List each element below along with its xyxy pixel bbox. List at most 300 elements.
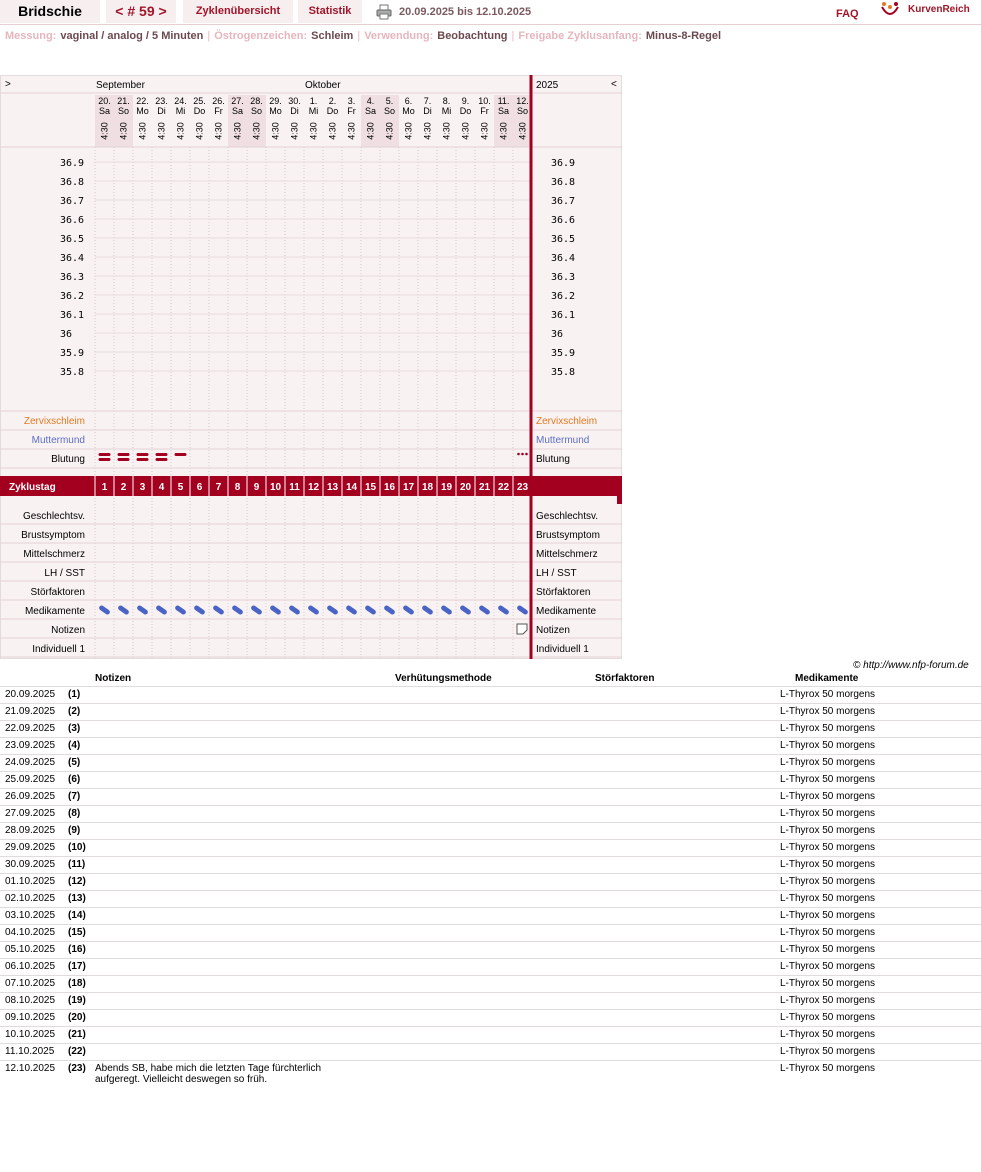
- medication-pill-icon: [136, 605, 149, 616]
- day-date-label: 26.: [212, 96, 225, 106]
- row-medication: L-Thyrox 50 morgens: [780, 876, 876, 887]
- row-label-cervical-mucus: Zervixschleim: [23, 416, 85, 427]
- bleeding-heavy-mark: [156, 458, 168, 461]
- day-weekday-label: So: [383, 106, 396, 116]
- cycle-day-number: 20: [459, 482, 472, 493]
- temperature-axis-label-right: 36.5: [551, 234, 576, 245]
- table-row: [0, 686, 981, 703]
- bleeding-heavy-mark: [156, 453, 168, 456]
- day-weekday-label: Mi: [308, 106, 319, 116]
- table-row: [0, 1009, 981, 1026]
- temperature-axis-label-right: 36.9: [551, 158, 576, 169]
- row-cycle-day: (23): [68, 1063, 86, 1074]
- user-name-tab[interactable]: Bridschie: [0, 0, 100, 23]
- medication-pill-icon: [174, 605, 187, 616]
- row-label-lower: Notizen: [51, 625, 85, 636]
- temperature-axis-label-right: 36.6: [551, 215, 576, 226]
- medication-pill-icon: [288, 605, 301, 616]
- day-weekday-label: Di: [290, 106, 299, 116]
- row-cycle-day: (16): [68, 944, 86, 955]
- row-medication: L-Thyrox 50 morgens: [780, 995, 876, 1006]
- row-date: 01.10.2025: [5, 876, 56, 887]
- table-row: [0, 941, 981, 958]
- notes-table: [0, 673, 981, 1089]
- table-row: [0, 1060, 981, 1089]
- row-label-lower-right: Mittelschmerz: [536, 549, 598, 560]
- bleeding-heavy-mark: [137, 458, 149, 461]
- cycle-switcher[interactable]: < # 59 >: [106, 0, 176, 23]
- row-label-lower: Brustsymptom: [21, 530, 85, 541]
- medication-pill-icon: [383, 605, 396, 616]
- row-label-bleeding: Blutung: [51, 454, 85, 465]
- table-row: [0, 754, 981, 771]
- cycle-day-number: 21: [478, 482, 491, 493]
- cycle-day-number: 22: [497, 482, 510, 493]
- row-cycle-day: (19): [68, 995, 86, 1006]
- row-medication: L-Thyrox 50 morgens: [780, 1012, 876, 1023]
- measurement-time-label: 4:30: [251, 122, 262, 140]
- day-weekday-label: Mi: [175, 106, 186, 116]
- day-date-label: 9.: [461, 96, 470, 106]
- measurement-time-label: 4:30: [327, 122, 338, 140]
- row-cycle-day: (22): [68, 1046, 86, 1057]
- row-note: Abends SB, habe mich die letzten Tage fürchterlich aufgeregt. Vielleicht deswegen so früh.: [95, 1063, 322, 1085]
- scroll-left-button: >: [5, 79, 11, 90]
- measurement-time-label: 4:30: [99, 122, 110, 140]
- row-medication: L-Thyrox 50 morgens: [780, 842, 876, 853]
- day-weekday-label: Do: [326, 106, 339, 116]
- measurement-time-label: 4:30: [308, 122, 319, 140]
- info-separator: |: [207, 30, 211, 42]
- cycle-day-number: 19: [440, 482, 453, 493]
- bleeding-heavy-mark: [99, 458, 111, 461]
- row-label-bleeding-right: Blutung: [536, 454, 570, 465]
- row-cycle-day: (15): [68, 927, 86, 938]
- info-value-usage: Beobachtung: [437, 30, 508, 42]
- measurement-time-label: 4:30: [479, 122, 490, 140]
- medication-pill-icon: [402, 605, 415, 616]
- brand-name[interactable]: KurvenReich: [908, 4, 970, 15]
- table-row: [0, 924, 981, 941]
- table-row: [0, 1026, 981, 1043]
- cycle-day-number: 12: [307, 482, 320, 493]
- table-row: [0, 703, 981, 720]
- row-date: 29.09.2025: [5, 842, 56, 853]
- statistics-link[interactable]: Statistik: [298, 0, 362, 23]
- row-label-cycle-day: Zyklustag: [9, 482, 56, 493]
- row-date: 26.09.2025: [5, 791, 56, 802]
- measurement-time-label: 4:30: [194, 122, 205, 140]
- measurement-time-label: 4:30: [137, 122, 148, 140]
- day-date-label: 8.: [442, 96, 451, 106]
- bleeding-medium-mark: [175, 453, 187, 456]
- copyright-notice: © http://www.nfp-forum.de: [853, 660, 969, 671]
- row-date: 12.10.2025: [5, 1063, 56, 1074]
- measurement-time-label: 4:30: [270, 122, 281, 140]
- row-label-lower: Mittelschmerz: [23, 549, 85, 560]
- cycle-day-number: 7: [215, 482, 222, 493]
- measurement-time-label: 4:30: [403, 122, 414, 140]
- day-weekday-label: Sa: [98, 106, 111, 116]
- row-label-lower: Individuell 1: [32, 644, 85, 655]
- row-medication: L-Thyrox 50 morgens: [780, 859, 876, 870]
- day-weekday-label: Do: [459, 106, 472, 116]
- cycle-day-band-tail: [617, 496, 622, 504]
- row-medication: L-Thyrox 50 morgens: [780, 825, 876, 836]
- day-date-label: 12.: [516, 96, 529, 106]
- day-weekday-label: Mi: [441, 106, 452, 116]
- row-date: 06.10.2025: [5, 961, 56, 972]
- temperature-axis-label-left: 36.4: [60, 253, 85, 264]
- table-row: [0, 788, 981, 805]
- row-medication: L-Thyrox 50 morgens: [780, 944, 876, 955]
- info-label-estrogen: Östrogenzeichen:: [214, 30, 308, 42]
- row-cycle-day: (14): [68, 910, 86, 921]
- measurement-time-label: 4:30: [232, 122, 243, 140]
- medication-pill-icon: [231, 605, 244, 616]
- kurvenreich-logo-icon[interactable]: [880, 1, 900, 19]
- row-date: 08.10.2025: [5, 995, 56, 1006]
- row-date: 03.10.2025: [5, 910, 56, 921]
- table-row: [0, 771, 981, 788]
- day-weekday-label: Sa: [497, 106, 510, 116]
- row-medication: L-Thyrox 50 morgens: [780, 978, 876, 989]
- row-medication: L-Thyrox 50 morgens: [780, 757, 876, 768]
- bleeding-heavy-mark: [118, 458, 130, 461]
- temperature-axis-label-right: 36: [551, 329, 564, 340]
- row-label-cervix: Muttermund: [31, 435, 85, 446]
- row-medication: L-Thyrox 50 morgens: [780, 689, 876, 700]
- temperature-axis-label-right: 36.7: [551, 196, 576, 207]
- row-medication: L-Thyrox 50 morgens: [780, 927, 876, 938]
- day-date-label: 2.: [328, 96, 337, 106]
- temperature-axis-label-left: 36.2: [60, 291, 85, 302]
- header-medication: Medikamente: [795, 673, 859, 684]
- measurement-time-label: 4:30: [213, 122, 224, 140]
- cycle-day-number: 5: [177, 482, 184, 493]
- day-weekday-label: Fr: [214, 106, 223, 116]
- measurement-time-label: 4:30: [460, 122, 471, 140]
- cycle-date-range: 20.09.2025 bis 12.10.2025: [399, 6, 532, 18]
- measurement-time-label: 4:30: [156, 122, 167, 140]
- medication-pill-icon: [155, 605, 168, 616]
- cycle-day-number: 9: [253, 482, 260, 493]
- temperature-axis-label-left: 35.8: [60, 367, 85, 378]
- cycle-day-number: 1: [101, 482, 108, 493]
- row-medication: L-Thyrox 50 morgens: [780, 1063, 876, 1074]
- day-date-label: 21.: [117, 96, 130, 106]
- row-medication: L-Thyrox 50 morgens: [780, 706, 876, 717]
- temperature-axis-label-left: 36.1: [60, 310, 85, 321]
- medication-pill-icon: [459, 605, 472, 616]
- medication-pill-icon: [478, 605, 491, 616]
- row-cycle-day: (8): [68, 808, 81, 819]
- day-date-label: 29.: [269, 96, 282, 106]
- temperature-axis-label-left: 35.9: [60, 348, 85, 359]
- faq-link[interactable]: FAQ: [836, 8, 859, 20]
- bleeding-spotting-mark: [521, 453, 524, 456]
- day-weekday-label: Mo: [269, 106, 282, 116]
- day-date-label: 5.: [385, 96, 394, 106]
- row-medication: L-Thyrox 50 morgens: [780, 893, 876, 904]
- row-cycle-day: (20): [68, 1012, 86, 1023]
- row-date: 27.09.2025: [5, 808, 56, 819]
- row-label-lower: LH / SST: [44, 568, 85, 579]
- day-date-label: 6.: [404, 96, 413, 106]
- row-cycle-day: (3): [68, 723, 81, 734]
- row-cycle-day: (7): [68, 791, 81, 802]
- row-date: 30.09.2025: [5, 859, 56, 870]
- temperature-axis-label-left: 36.7: [60, 196, 85, 207]
- day-date-label: 28.: [250, 96, 263, 106]
- temperature-axis-label-left: 36.9: [60, 158, 85, 169]
- row-medication: L-Thyrox 50 morgens: [780, 791, 876, 802]
- day-date-label: 22.: [136, 96, 149, 106]
- header-method: Verhütungsmethode: [395, 673, 492, 684]
- table-row: [0, 992, 981, 1009]
- row-medication: L-Thyrox 50 morgens: [780, 723, 876, 734]
- bleeding-heavy-mark: [99, 453, 111, 456]
- day-date-label: 11.: [497, 96, 510, 106]
- temperature-axis-label-right: 36.1: [551, 310, 576, 321]
- row-cycle-day: (17): [68, 961, 86, 972]
- temperature-axis-label-right: 36.8: [551, 177, 576, 188]
- header-notes: Notizen: [95, 673, 132, 684]
- row-date: 02.10.2025: [5, 893, 56, 904]
- row-cycle-day: (11): [68, 859, 86, 870]
- cycle-day-number: 3: [139, 482, 146, 493]
- measurement-info: [5, 30, 721, 42]
- medication-pill-icon: [269, 605, 282, 616]
- month-label: Oktober: [305, 80, 341, 91]
- bleeding-spotting-mark: [517, 453, 520, 456]
- row-medication: L-Thyrox 50 morgens: [780, 910, 876, 921]
- table-row: [0, 1043, 981, 1060]
- row-label-lower-right: Individuell 1: [536, 644, 589, 655]
- row-cycle-day: (10): [68, 842, 86, 853]
- row-cycle-day: (2): [68, 706, 81, 717]
- day-date-label: 10.: [478, 96, 491, 106]
- bleeding-heavy-mark: [118, 453, 130, 456]
- medication-pill-icon: [516, 605, 529, 616]
- table-row: [0, 839, 981, 856]
- cycle-day-number: 2: [120, 482, 127, 493]
- measurement-time-label: 4:30: [384, 122, 395, 140]
- cycle-day-number: 10: [269, 482, 282, 493]
- scroll-right-button: <: [611, 79, 617, 90]
- temperature-axis-label-left: 36: [60, 329, 73, 340]
- row-cycle-day: (4): [68, 740, 81, 751]
- table-row: [0, 975, 981, 992]
- cycle-day-number: 17: [402, 482, 415, 493]
- row-cycle-day: (5): [68, 757, 81, 768]
- day-weekday-label: Mo: [136, 106, 149, 116]
- row-date: 11.10.2025: [5, 1046, 55, 1057]
- row-label-lower-right: Notizen: [536, 625, 570, 636]
- month-label: September: [96, 80, 145, 91]
- day-weekday-label: Di: [423, 106, 432, 116]
- measurement-time-label: 4:30: [289, 122, 300, 140]
- medication-pill-icon: [345, 605, 358, 616]
- temperature-axis-label-right: 36.3: [551, 272, 576, 283]
- notes-table-header: [0, 673, 981, 686]
- day-date-label: 25.: [193, 96, 206, 106]
- medication-pill-icon: [307, 605, 320, 616]
- row-date: 25.09.2025: [5, 774, 56, 785]
- cycle-day-number: 4: [158, 482, 165, 493]
- cycle-day-number: 23: [516, 482, 529, 493]
- row-date: 23.09.2025: [5, 740, 56, 751]
- medication-pill-icon: [250, 605, 263, 616]
- row-cycle-day: (9): [68, 825, 81, 836]
- row-label-lower-right: Brustsymptom: [536, 530, 600, 541]
- row-label-cervical-mucus-right: Zervixschleim: [536, 416, 598, 427]
- info-value-estrogen: Schleim: [311, 30, 354, 42]
- info-label-measurement: Messung:: [5, 30, 57, 42]
- row-label-lower-right: Geschlechtsv.: [536, 511, 599, 522]
- table-row: [0, 907, 981, 924]
- measurement-time-label: 4:30: [175, 122, 186, 140]
- cycle-overview-link[interactable]: Zyklenübersicht: [183, 0, 293, 23]
- temperature-axis-label-right: 36.2: [551, 291, 576, 302]
- measurement-time-label: 4:30: [422, 122, 433, 140]
- table-row: [0, 958, 981, 975]
- cycle-day-number: 18: [421, 482, 434, 493]
- table-row: [0, 822, 981, 839]
- day-weekday-label: Mo: [402, 106, 415, 116]
- bleeding-heavy-mark: [137, 453, 149, 456]
- medication-pill-icon: [421, 605, 434, 616]
- temperature-axis-label-right: 35.8: [551, 367, 576, 378]
- row-date: 22.09.2025: [5, 723, 56, 734]
- temperature-axis-label-left: 36.6: [60, 215, 85, 226]
- info-label-cycle-start: Freigabe Zyklusanfang:: [518, 30, 642, 42]
- medication-pill-icon: [440, 605, 453, 616]
- day-date-label: 20.: [98, 96, 111, 106]
- row-medication: L-Thyrox 50 morgens: [780, 740, 876, 751]
- day-weekday-label: Fr: [347, 106, 356, 116]
- measurement-time-label: 4:30: [441, 122, 452, 140]
- row-date: 20.09.2025: [5, 689, 56, 700]
- day-weekday-label: Fr: [480, 106, 489, 116]
- day-weekday-label: Do: [193, 106, 206, 116]
- measurement-time-label: 4:30: [498, 122, 509, 140]
- row-label-cervix-right: Muttermund: [536, 435, 590, 446]
- printer-icon[interactable]: [376, 4, 392, 20]
- row-cycle-day: (12): [68, 876, 86, 887]
- medication-pill-icon: [212, 605, 225, 616]
- info-value-cycle-start: Minus-8-Regel: [645, 30, 722, 42]
- chart-year-label: 2025: [536, 80, 559, 91]
- row-label-lower-right: Störfaktoren: [536, 587, 591, 598]
- cycle-day-number: 8: [234, 482, 241, 493]
- row-date: 07.10.2025: [5, 978, 56, 989]
- cycle-day-number: 16: [383, 482, 396, 493]
- temperature-axis-label-right: 36.4: [551, 253, 576, 264]
- row-medication: L-Thyrox 50 morgens: [780, 1046, 876, 1057]
- medication-pill-icon: [193, 605, 206, 616]
- row-date: 21.09.2025: [5, 706, 56, 717]
- day-date-label: 24.: [174, 96, 187, 106]
- day-date-label: 7.: [423, 96, 432, 106]
- day-weekday-label: So: [250, 106, 263, 116]
- measurement-time-label: 4:30: [365, 122, 376, 140]
- temperature-axis-label-left: 36.8: [60, 177, 85, 188]
- table-row: [0, 873, 981, 890]
- row-label-lower: Medikamente: [24, 606, 85, 617]
- header-disturbances: Störfaktoren: [595, 673, 655, 684]
- cycle-day-number: 13: [326, 482, 339, 493]
- bleeding-spotting-mark: [525, 453, 528, 456]
- table-row: [0, 737, 981, 754]
- row-date: 10.10.2025: [5, 1029, 56, 1040]
- note-icon: [517, 624, 527, 634]
- day-date-label: 30.: [288, 96, 301, 106]
- row-date: 04.10.2025: [5, 927, 56, 938]
- row-medication: L-Thyrox 50 morgens: [780, 774, 876, 785]
- cycle-day-number: 15: [364, 482, 377, 493]
- day-weekday-label: So: [516, 106, 529, 116]
- info-separator: |: [357, 30, 361, 42]
- row-cycle-day: (13): [68, 893, 86, 904]
- cycle-day-number: 6: [196, 482, 203, 493]
- medication-pill-icon: [364, 605, 377, 616]
- temperature-axis-label-left: 36.3: [60, 272, 85, 283]
- day-date-label: 23.: [155, 96, 168, 106]
- row-medication: L-Thyrox 50 morgens: [780, 1029, 876, 1040]
- row-medication: L-Thyrox 50 morgens: [780, 808, 876, 819]
- row-label-lower-right: Medikamente: [536, 606, 597, 617]
- top-navigation: [0, 0, 981, 25]
- info-label-usage: Verwendung:: [364, 30, 434, 42]
- day-date-label: 3.: [347, 96, 356, 106]
- row-date: 09.10.2025: [5, 1012, 56, 1023]
- row-date: 05.10.2025: [5, 944, 56, 955]
- row-cycle-day: (18): [68, 978, 86, 989]
- row-medication: L-Thyrox 50 morgens: [780, 961, 876, 972]
- day-weekday-label: Di: [157, 106, 166, 116]
- row-label-lower: Geschlechtsv.: [22, 511, 85, 522]
- day-date-label: 4.: [366, 96, 375, 106]
- measurement-time-label: 4:30: [346, 122, 357, 140]
- cycle-day-number: 11: [289, 482, 300, 493]
- temperature-axis-label-right: 35.9: [551, 348, 576, 359]
- day-weekday-label: Sa: [364, 106, 377, 116]
- cycle-chart: [0, 75, 622, 659]
- row-cycle-day: (6): [68, 774, 81, 785]
- table-row: [0, 890, 981, 907]
- row-date: 28.09.2025: [5, 825, 56, 836]
- cycle-day-number: 14: [345, 482, 358, 493]
- medication-pill-icon: [497, 605, 510, 616]
- day-weekday-label: Sa: [231, 106, 244, 116]
- medication-pill-icon: [326, 605, 339, 616]
- row-cycle-day: (1): [68, 689, 81, 700]
- table-row: [0, 720, 981, 737]
- info-value-measurement: vaginal / analog / 5 Minuten: [60, 30, 204, 42]
- day-weekday-label: So: [117, 106, 130, 116]
- row-date: 24.09.2025: [5, 757, 56, 768]
- row-label-lower: Störfaktoren: [30, 587, 85, 598]
- measurement-time-label: 4:30: [517, 122, 528, 140]
- row-label-lower-right: LH / SST: [536, 568, 577, 579]
- table-row: [0, 805, 981, 822]
- temperature-axis-label-left: 36.5: [60, 234, 85, 245]
- info-separator: |: [511, 30, 515, 42]
- row-cycle-day: (21): [68, 1029, 86, 1040]
- measurement-time-label: 4:30: [118, 122, 129, 140]
- day-date-label: 27.: [231, 96, 244, 106]
